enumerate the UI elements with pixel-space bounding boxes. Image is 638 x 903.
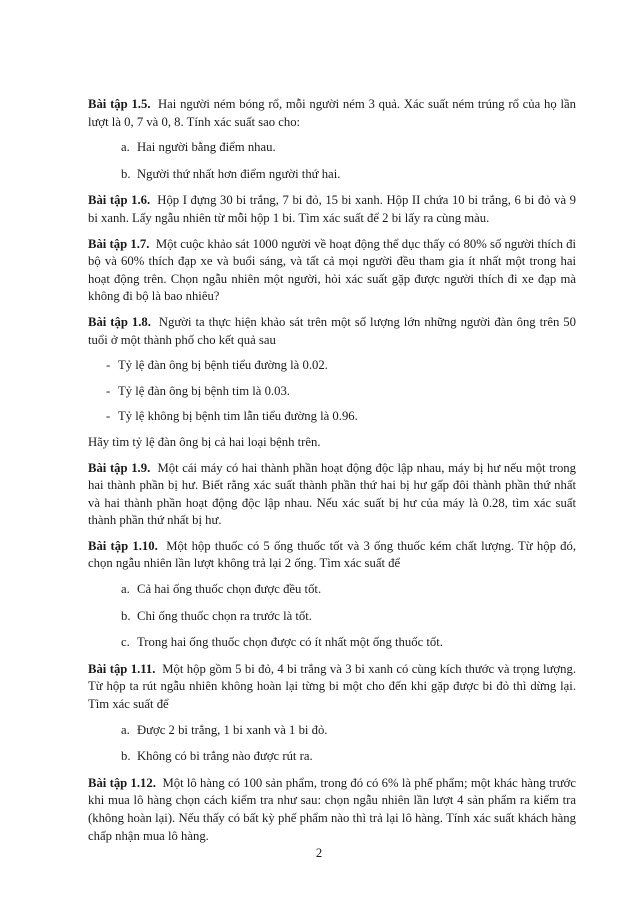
item-text: Tỷ lệ đàn ông bị bệnh tiểu đường là 0.02. <box>118 358 328 373</box>
bullet-mark: - <box>106 409 111 424</box>
exercise-text: Người ta thực hiện khảo sát trên một số lượng lớn những người đàn ông trên 50 tuổi ở một thành phố cho kết quả sau <box>88 314 576 347</box>
exercise-text: Một cái máy có hai thành phần hoạt động độc lập nhau, máy bị hư nếu một trong hai thành phần bị hư. Biết rằng xác suất thành phần thứ hai bị hư gấp đôi thành phần thứ nhất và hai thành phần hoạt động độc lập nhau. Nếu xác suất bị hư của máy là 0.28, tìm xác suất thành phần thứ nhất bị hư. <box>88 460 576 528</box>
exercise-title: Bài tập 1.12. <box>88 775 156 790</box>
exercise-title: Bài tập 1.8. <box>88 314 151 329</box>
list-item <box>88 634 576 652</box>
exercise-title: Bài tập 1.9. <box>88 460 151 475</box>
item-mark: b. <box>121 749 131 764</box>
item-mark: a. <box>121 722 130 737</box>
exercise-text: Hai người ném bóng rổ, mỗi người ném 3 quả. Xác suất ném trúng rổ của họ lần lượt là 0, 7 và 0, 8. Tính xác suất sao cho: <box>88 97 576 129</box>
item-mark: a. <box>121 140 130 155</box>
page-number: 2 <box>315 846 323 860</box>
exercise-1-7 <box>88 236 576 306</box>
item-text: Cả hai ống thuốc chọn được đều tốt. <box>137 582 322 597</box>
list-item <box>88 383 576 401</box>
exercise-text: Hộp I đựng 30 bi trắng, 7 bi đỏ, 15 bi xanh. Hộp II chứa 10 bi trắng, 6 bi đỏ và 9 bi xanh. Lấy ngẫu nhiên từ mỗi hộp 1 bi. Tìm xác suất để 2 bi lấy ra cùng màu. <box>88 193 576 225</box>
exercise-title: Bài tập 1.7. <box>88 236 150 251</box>
exercise-text: Một cuộc khảo sát 1000 người về hoạt động thể dục thấy có 80% số người thích đi bộ và 60% thích đạp xe và buổi sáng, và tất cả mọi người đều tham gia ít nhất một trong hai hoạt động trên. Chọn ngẫu nhiên một người, hỏi xác suất gặp được người thích đi xe đạp mà không đi bộ là bao nhiêu? <box>88 236 577 304</box>
exercise-text: Một hộp thuốc có 5 ống thuốc tốt và 3 ống thuốc kém chất lượng. Từ hộp đó, chọn ngẫu nhiên lần lượt không trả lại 2 ống. Tìm xác suất để <box>88 538 576 571</box>
list-item <box>88 357 576 375</box>
item-text: Tỷ lệ không bị bệnh tim lẫn tiểu đường là 0.96. <box>118 409 358 424</box>
item-text: Chỉ ống thuốc chọn ra trước là tốt. <box>137 608 312 623</box>
exercise-1-5-items <box>88 139 576 183</box>
list-item <box>88 748 576 766</box>
item-text: Người thứ nhất hơn điểm người thứ hai. <box>137 166 341 181</box>
exercise-1-11 <box>88 661 576 714</box>
exercise-1-9 <box>88 460 576 530</box>
bullet-mark: - <box>106 383 111 398</box>
bullet-mark: - <box>106 358 111 373</box>
item-mark: a. <box>121 582 130 597</box>
list-item <box>88 581 576 599</box>
exercise-1-12 <box>88 775 576 845</box>
list-item <box>88 166 576 184</box>
item-mark: b. <box>121 608 131 623</box>
exercise-title: Bài tập 1.10. <box>88 538 158 553</box>
exercise-text: Một hộp gồm 5 bi đỏ, 4 bi trắng và 3 bi xanh có cùng kích thước và trọng lượng. Từ hộp ta rút ngẫu nhiên không hoàn lại từng bi một cho đến khi gặp được bi đỏ thì dừng lại. Tìm xác suất để <box>88 661 576 712</box>
item-text: Hai người bằng điểm nhau. <box>137 140 276 155</box>
item-text: Không có bi trắng nào được rút ra. <box>137 749 313 764</box>
document-body <box>88 96 576 853</box>
item-text: Tỷ lệ đàn ông bị bệnh tim là 0.03. <box>118 383 290 398</box>
item-text: Trong hai ống thuốc chọn được có ít nhất một ống thuốc tốt. <box>137 635 443 650</box>
exercise-1-8 <box>88 314 576 349</box>
list-item <box>88 722 576 740</box>
list-item <box>88 608 576 626</box>
exercise-1-11-items <box>88 722 576 766</box>
item-mark: c. <box>121 635 130 650</box>
exercise-1-5 <box>88 96 576 131</box>
exercise-1-6 <box>88 192 576 227</box>
item-mark: b. <box>121 166 131 181</box>
item-text: Được 2 bi trắng, 1 bi xanh và 1 bi đỏ. <box>137 722 328 737</box>
exercise-1-8-bullets <box>88 357 576 426</box>
exercise-title: Bài tập 1.6. <box>88 193 151 208</box>
list-item <box>88 408 576 426</box>
list-item <box>88 139 576 157</box>
exercise-title: Bài tập 1.5. <box>88 97 151 111</box>
exercise-1-10-items <box>88 581 576 652</box>
exercise-1-10 <box>88 538 576 573</box>
exercise-1-8-question: Hãy tìm tỷ lệ đàn ông bị cả hai loại bệnh trên. <box>88 434 321 449</box>
exercise-title: Bài tập 1.11. <box>88 661 156 676</box>
exercise-text: Một lô hàng có 100 sản phẩm, trong đó có 6% là phế phẩm; một khác hàng trước khi mua lô hàng chọn cách kiểm tra như sau: chọn ngẫu nhiên lần lượt 4 sản phẩm ra kiểm tra (không hoàn lại). Nếu thấy có bất kỳ phế phẩm nào thì trả lại lô hàng. Tính xác suất khách hàng chấp nhận mua lô hàng. <box>88 775 576 843</box>
